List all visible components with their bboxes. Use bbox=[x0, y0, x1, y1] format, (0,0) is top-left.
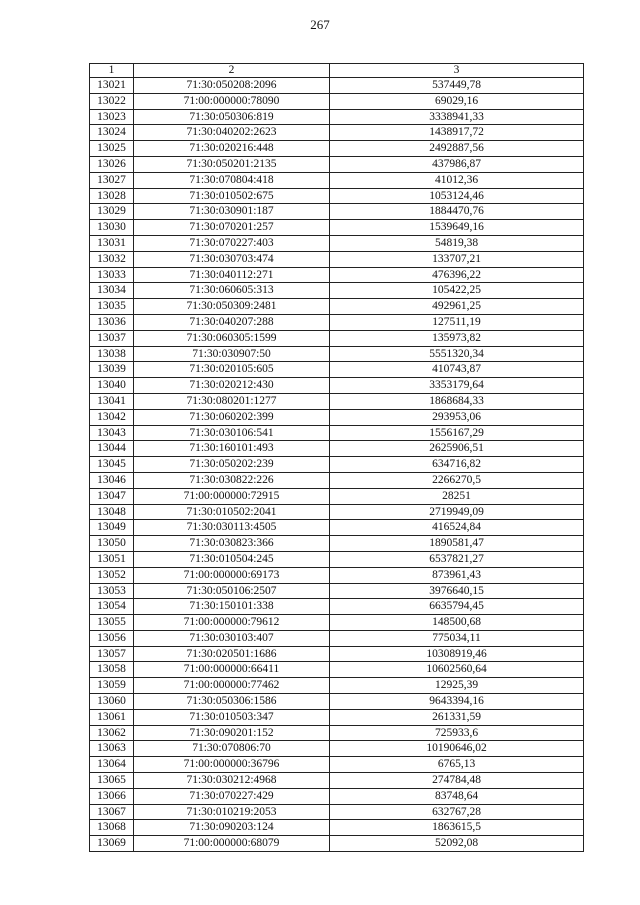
table-header-row bbox=[90, 64, 584, 78]
row-number-cell: 13067 bbox=[90, 804, 134, 820]
value-cell: 1868684,33 bbox=[330, 393, 584, 409]
cadastral-number-cell: 71:30:050201:2135 bbox=[134, 156, 330, 172]
table-row bbox=[90, 283, 584, 299]
table-row bbox=[90, 773, 584, 789]
cadastral-number-cell: 71:30:030822:226 bbox=[134, 472, 330, 488]
row-number-cell: 13047 bbox=[90, 488, 134, 504]
value-cell: 1863615,5 bbox=[330, 820, 584, 836]
cadastral-number-cell: 71:30:090203:124 bbox=[134, 820, 330, 836]
row-number-cell: 13048 bbox=[90, 504, 134, 520]
row-number-cell: 13064 bbox=[90, 757, 134, 773]
table-row bbox=[90, 709, 584, 725]
cadastral-number-cell: 71:30:050309:2481 bbox=[134, 299, 330, 315]
row-number-cell: 13059 bbox=[90, 678, 134, 694]
value-cell: 6537821,27 bbox=[330, 551, 584, 567]
row-number-cell: 13040 bbox=[90, 378, 134, 394]
row-number-cell: 13053 bbox=[90, 583, 134, 599]
cadastral-number-cell: 71:30:080201:1277 bbox=[134, 393, 330, 409]
cadastral-number-cell: 71:30:070804:418 bbox=[134, 172, 330, 188]
value-cell: 10602560,64 bbox=[330, 662, 584, 678]
value-cell: 274784,48 bbox=[330, 773, 584, 789]
row-number-cell: 13042 bbox=[90, 409, 134, 425]
cadastral-number-cell: 71:00:000000:69173 bbox=[134, 567, 330, 583]
table-row bbox=[90, 251, 584, 267]
value-cell: 410743,87 bbox=[330, 362, 584, 378]
cadastral-number-cell: 71:30:040112:271 bbox=[134, 267, 330, 283]
row-number-cell: 13066 bbox=[90, 788, 134, 804]
table-row bbox=[90, 662, 584, 678]
value-cell: 6635794,45 bbox=[330, 599, 584, 615]
table-row bbox=[90, 156, 584, 172]
cadastral-number-cell: 71:30:010504:245 bbox=[134, 551, 330, 567]
cadastral-number-cell: 71:00:000000:36796 bbox=[134, 757, 330, 773]
table-row bbox=[90, 141, 584, 157]
data-table bbox=[89, 63, 584, 852]
cadastral-number-cell: 71:30:020105:605 bbox=[134, 362, 330, 378]
cadastral-number-cell: 71:30:030106:541 bbox=[134, 425, 330, 441]
cadastral-number-cell: 71:30:010219:2053 bbox=[134, 804, 330, 820]
row-number-cell: 13054 bbox=[90, 599, 134, 615]
cadastral-number-cell: 71:30:050202:239 bbox=[134, 457, 330, 473]
row-number-cell: 13037 bbox=[90, 330, 134, 346]
table-row bbox=[90, 536, 584, 552]
table-row bbox=[90, 551, 584, 567]
cadastral-number-cell: 71:30:050208:2096 bbox=[134, 78, 330, 94]
value-cell: 725933,6 bbox=[330, 725, 584, 741]
cadastral-number-cell: 71:00:000000:72915 bbox=[134, 488, 330, 504]
column-header-3: 3 bbox=[330, 64, 584, 78]
value-cell: 2492887,56 bbox=[330, 141, 584, 157]
row-number-cell: 13049 bbox=[90, 520, 134, 536]
value-cell: 1438917,72 bbox=[330, 125, 584, 141]
cadastral-number-cell: 71:30:030907:50 bbox=[134, 346, 330, 362]
cadastral-number-cell: 71:00:000000:79612 bbox=[134, 615, 330, 631]
table-row bbox=[90, 330, 584, 346]
row-number-cell: 13062 bbox=[90, 725, 134, 741]
table-row bbox=[90, 583, 584, 599]
table-row bbox=[90, 741, 584, 757]
row-number-cell: 13033 bbox=[90, 267, 134, 283]
table-row bbox=[90, 78, 584, 94]
table-row bbox=[90, 694, 584, 710]
cadastral-number-cell: 71:30:070806:70 bbox=[134, 741, 330, 757]
cadastral-number-cell: 71:30:150101:338 bbox=[134, 599, 330, 615]
cadastral-number-cell: 71:30:070227:403 bbox=[134, 235, 330, 251]
row-number-cell: 13038 bbox=[90, 346, 134, 362]
table-row bbox=[90, 204, 584, 220]
cadastral-number-cell: 71:30:060605:313 bbox=[134, 283, 330, 299]
row-number-cell: 13026 bbox=[90, 156, 134, 172]
row-number-cell: 13023 bbox=[90, 109, 134, 125]
table-row bbox=[90, 567, 584, 583]
value-cell: 52092,08 bbox=[330, 836, 584, 852]
value-cell: 1539649,16 bbox=[330, 220, 584, 236]
row-number-cell: 13050 bbox=[90, 536, 134, 552]
table-row bbox=[90, 267, 584, 283]
table-row bbox=[90, 346, 584, 362]
value-cell: 6765,13 bbox=[330, 757, 584, 773]
table-row bbox=[90, 678, 584, 694]
row-number-cell: 13069 bbox=[90, 836, 134, 852]
row-number-cell: 13060 bbox=[90, 694, 134, 710]
cadastral-number-cell: 71:30:050106:2507 bbox=[134, 583, 330, 599]
row-number-cell: 13065 bbox=[90, 773, 134, 789]
row-number-cell: 13035 bbox=[90, 299, 134, 315]
row-number-cell: 13024 bbox=[90, 125, 134, 141]
cadastral-number-cell: 71:30:010503:347 bbox=[134, 709, 330, 725]
row-number-cell: 13027 bbox=[90, 172, 134, 188]
value-cell: 437986,87 bbox=[330, 156, 584, 172]
table-row bbox=[90, 378, 584, 394]
cadastral-number-cell: 71:30:020212:430 bbox=[134, 378, 330, 394]
cadastral-number-cell: 71:30:060305:1599 bbox=[134, 330, 330, 346]
row-number-cell: 13063 bbox=[90, 741, 134, 757]
cadastral-number-cell: 71:30:040207:288 bbox=[134, 314, 330, 330]
table-row bbox=[90, 93, 584, 109]
row-number-cell: 13056 bbox=[90, 630, 134, 646]
table-row bbox=[90, 630, 584, 646]
table-row bbox=[90, 125, 584, 141]
row-number-cell: 13021 bbox=[90, 78, 134, 94]
table-row bbox=[90, 457, 584, 473]
table-row bbox=[90, 488, 584, 504]
value-cell: 632767,28 bbox=[330, 804, 584, 820]
table-body bbox=[90, 78, 584, 852]
table-row bbox=[90, 788, 584, 804]
cadastral-number-cell: 71:30:010502:2041 bbox=[134, 504, 330, 520]
table-row bbox=[90, 425, 584, 441]
table-row bbox=[90, 441, 584, 457]
table-row bbox=[90, 299, 584, 315]
cadastral-number-cell: 71:30:040202:2623 bbox=[134, 125, 330, 141]
row-number-cell: 13055 bbox=[90, 615, 134, 631]
row-number-cell: 13034 bbox=[90, 283, 134, 299]
cadastral-number-cell: 71:30:010502:675 bbox=[134, 188, 330, 204]
table-row bbox=[90, 520, 584, 536]
cadastral-number-cell: 71:00:000000:78090 bbox=[134, 93, 330, 109]
table-row bbox=[90, 109, 584, 125]
cadastral-number-cell: 71:30:030703:474 bbox=[134, 251, 330, 267]
table-row bbox=[90, 314, 584, 330]
value-cell: 41012,36 bbox=[330, 172, 584, 188]
value-cell: 1884470,76 bbox=[330, 204, 584, 220]
table-row bbox=[90, 615, 584, 631]
row-number-cell: 13025 bbox=[90, 141, 134, 157]
value-cell: 9643394,16 bbox=[330, 694, 584, 710]
table-row bbox=[90, 820, 584, 836]
page-number: 267 bbox=[310, 17, 330, 32]
cadastral-number-cell: 71:30:030113:4505 bbox=[134, 520, 330, 536]
row-number-cell: 13036 bbox=[90, 314, 134, 330]
cadastral-number-cell: 71:00:000000:68079 bbox=[134, 836, 330, 852]
value-cell: 492961,25 bbox=[330, 299, 584, 315]
row-number-cell: 13030 bbox=[90, 220, 134, 236]
value-cell: 12925,39 bbox=[330, 678, 584, 694]
cadastral-number-cell: 71:30:090201:152 bbox=[134, 725, 330, 741]
row-number-cell: 13029 bbox=[90, 204, 134, 220]
table-row bbox=[90, 599, 584, 615]
table-row bbox=[90, 362, 584, 378]
table-row bbox=[90, 836, 584, 852]
value-cell: 148500,68 bbox=[330, 615, 584, 631]
cadastral-number-cell: 71:30:070201:257 bbox=[134, 220, 330, 236]
cadastral-number-cell: 71:30:030212:4968 bbox=[134, 773, 330, 789]
cadastral-number-cell: 71:30:070227:429 bbox=[134, 788, 330, 804]
cadastral-number-cell: 71:30:020501:1686 bbox=[134, 646, 330, 662]
value-cell: 3353179,64 bbox=[330, 378, 584, 394]
row-number-cell: 13032 bbox=[90, 251, 134, 267]
table-row bbox=[90, 409, 584, 425]
row-number-cell: 13045 bbox=[90, 457, 134, 473]
value-cell: 69029,16 bbox=[330, 93, 584, 109]
row-number-cell: 13051 bbox=[90, 551, 134, 567]
value-cell: 416524,84 bbox=[330, 520, 584, 536]
value-cell: 1556167,29 bbox=[330, 425, 584, 441]
column-header-2: 2 bbox=[134, 64, 330, 78]
value-cell: 2266270,5 bbox=[330, 472, 584, 488]
value-cell: 2719949,09 bbox=[330, 504, 584, 520]
value-cell: 5551320,34 bbox=[330, 346, 584, 362]
value-cell: 537449,78 bbox=[330, 78, 584, 94]
cadastral-number-cell: 71:30:020216:448 bbox=[134, 141, 330, 157]
table-row bbox=[90, 220, 584, 236]
value-cell: 127511,19 bbox=[330, 314, 584, 330]
row-number-cell: 13052 bbox=[90, 567, 134, 583]
row-number-cell: 13028 bbox=[90, 188, 134, 204]
row-number-cell: 13041 bbox=[90, 393, 134, 409]
value-cell: 105422,25 bbox=[330, 283, 584, 299]
row-number-cell: 13044 bbox=[90, 441, 134, 457]
value-cell: 28251 bbox=[330, 488, 584, 504]
value-cell: 135973,82 bbox=[330, 330, 584, 346]
value-cell: 3976640,15 bbox=[330, 583, 584, 599]
value-cell: 10190646,02 bbox=[330, 741, 584, 757]
row-number-cell: 13046 bbox=[90, 472, 134, 488]
cadastral-number-cell: 71:30:160101:493 bbox=[134, 441, 330, 457]
value-cell: 133707,21 bbox=[330, 251, 584, 267]
table-row bbox=[90, 725, 584, 741]
value-cell: 293953,06 bbox=[330, 409, 584, 425]
cadastral-number-cell: 71:30:050306:1586 bbox=[134, 694, 330, 710]
table-row bbox=[90, 804, 584, 820]
row-number-cell: 13031 bbox=[90, 235, 134, 251]
value-cell: 1053124,46 bbox=[330, 188, 584, 204]
row-number-cell: 13061 bbox=[90, 709, 134, 725]
table-row bbox=[90, 393, 584, 409]
row-number-cell: 13039 bbox=[90, 362, 134, 378]
row-number-cell: 13043 bbox=[90, 425, 134, 441]
table-row bbox=[90, 235, 584, 251]
table-row bbox=[90, 188, 584, 204]
value-cell: 775034,11 bbox=[330, 630, 584, 646]
value-cell: 83748,64 bbox=[330, 788, 584, 804]
row-number-cell: 13058 bbox=[90, 662, 134, 678]
cadastral-number-cell: 71:00:000000:77462 bbox=[134, 678, 330, 694]
value-cell: 3338941,33 bbox=[330, 109, 584, 125]
cadastral-number-cell: 71:30:060202:399 bbox=[134, 409, 330, 425]
cadastral-number-cell: 71:30:050306:819 bbox=[134, 109, 330, 125]
value-cell: 2625906,51 bbox=[330, 441, 584, 457]
column-header-1: 1 bbox=[90, 64, 134, 78]
value-cell: 261331,59 bbox=[330, 709, 584, 725]
cadastral-number-cell: 71:30:030103:407 bbox=[134, 630, 330, 646]
value-cell: 10308919,46 bbox=[330, 646, 584, 662]
table-row bbox=[90, 646, 584, 662]
cadastral-number-cell: 71:30:030901:187 bbox=[134, 204, 330, 220]
table-row bbox=[90, 472, 584, 488]
value-cell: 476396,22 bbox=[330, 267, 584, 283]
row-number-cell: 13022 bbox=[90, 93, 134, 109]
value-cell: 873961,43 bbox=[330, 567, 584, 583]
value-cell: 634716,82 bbox=[330, 457, 584, 473]
cadastral-number-cell: 71:30:030823:366 bbox=[134, 536, 330, 552]
table-row bbox=[90, 757, 584, 773]
row-number-cell: 13057 bbox=[90, 646, 134, 662]
value-cell: 54819,38 bbox=[330, 235, 584, 251]
cadastral-number-cell: 71:00:000000:66411 bbox=[134, 662, 330, 678]
table-row bbox=[90, 504, 584, 520]
table-row bbox=[90, 172, 584, 188]
row-number-cell: 13068 bbox=[90, 820, 134, 836]
value-cell: 1890581,47 bbox=[330, 536, 584, 552]
